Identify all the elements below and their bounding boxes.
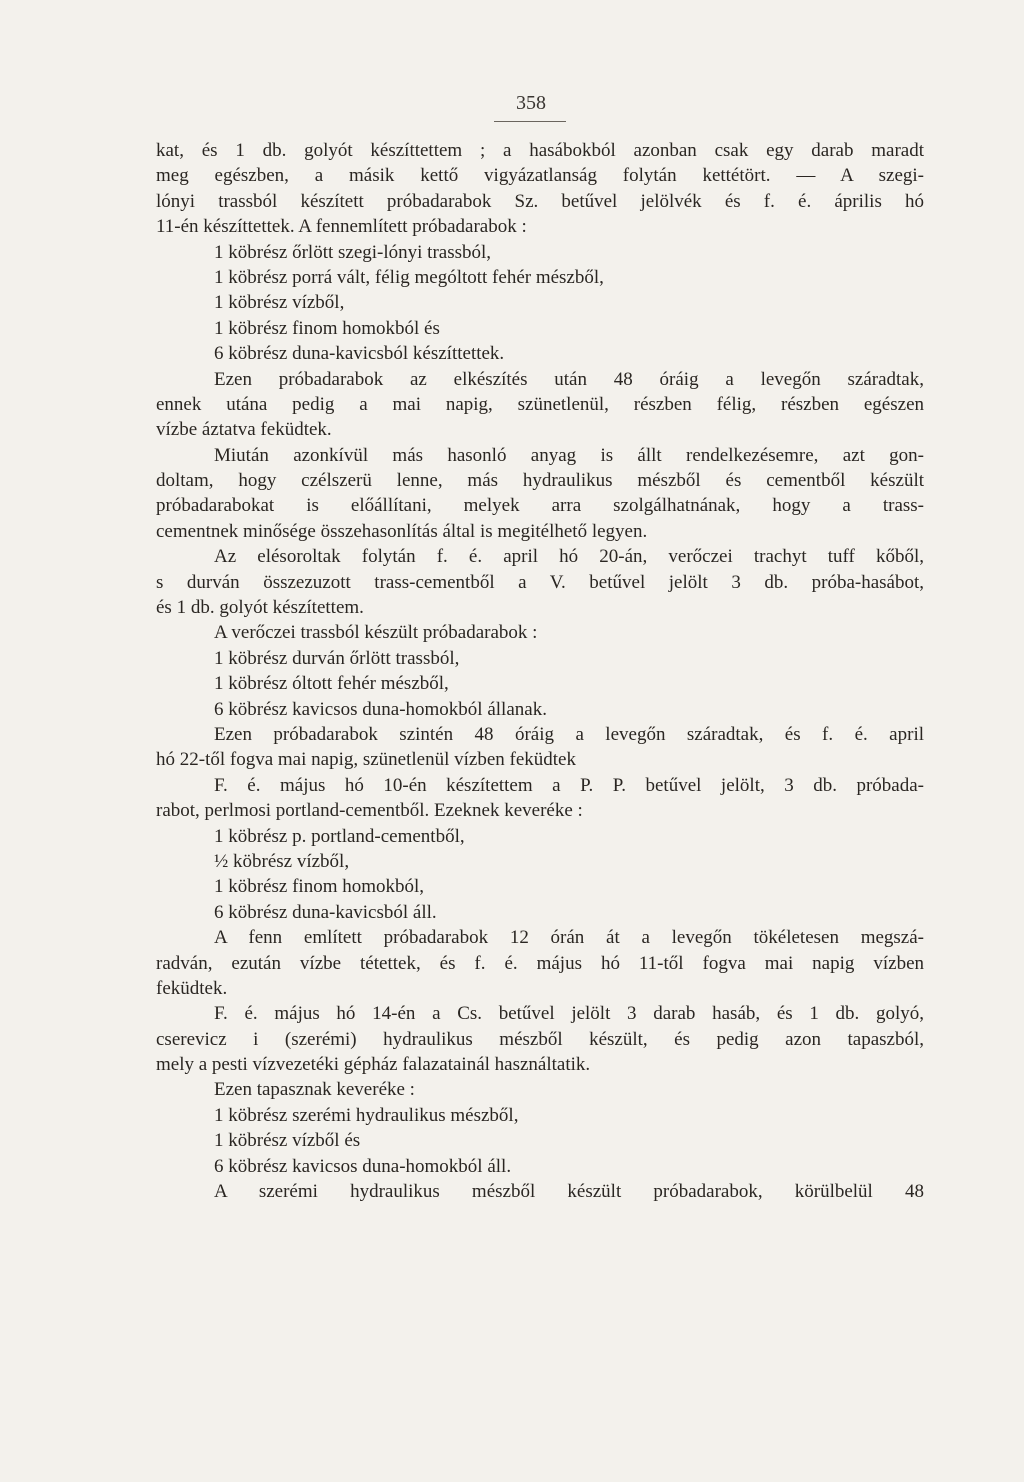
text-line: A fenn említett próbadarabok 12 órán át a levegőn tökéletesen megszá- [214, 927, 924, 949]
text-line: F. é. május hó 14-én a Cs. betűvel jelölt 3 darab hasáb, és 1 db. golyó, [214, 1003, 924, 1025]
text-line: 1 köbrész óltott fehér mészből, [214, 673, 449, 695]
text-line: 1 köbrész vízből, [214, 292, 345, 314]
text-line: 6 köbrész duna-kavicsból áll. [214, 901, 437, 923]
text-line: 1 köbrész porrá vált, félig mególtott fehér mészből, [214, 266, 604, 288]
text-line: 1 köbrész finom homokból és [214, 317, 440, 339]
text-line: 1 köbrész szerémi hydraulikus mészből, [214, 1104, 519, 1126]
text-line: mely a pesti vízvezetéki gépház falazatainál használtatik. [156, 1054, 591, 1076]
text-line: Ezen tapasznak keveréke : [214, 1079, 415, 1101]
page-number-underline [494, 121, 566, 122]
text-line: ½ köbrész vízből, [214, 850, 350, 872]
text-line: kat, és 1 db. golyót készíttettem ; a hasábokból azonban csak egy darab maradt [156, 140, 924, 161]
text-line: 1 köbrész finom homokból, [214, 876, 425, 898]
text-line: 1 köbrész durván őrlött trassból, [214, 647, 460, 669]
text-line: cementnek minősége összehasonlítás által is megitélhető legyen. [156, 520, 648, 542]
text-line: 1 köbrész p. portland-cementből, [214, 825, 465, 847]
text-line: 6 köbrész duna-kavicsból készíttettek. [214, 343, 505, 365]
text-line: hó 22-től fogva mai napig, szünetlenül vízben feküdtek [156, 749, 576, 771]
body-text [156, 138, 924, 1204]
text-line: vízbe áztatva feküdtek. [156, 419, 332, 441]
text-line: 1 köbrész őrlött szegi-lónyi trassból, [214, 241, 492, 263]
text-line: radván, ezután vízbe tétettek, és f. é. május hó 11-től fogva mai napig vízben [156, 952, 924, 974]
text-line: ennek utána pedig a mai napig, szünetlenül, részben félig, részben egészen [156, 393, 924, 415]
text-line: próbadarabokat is előállítani, melyek arra szolgálhatnának, hogy a trass- [156, 495, 924, 517]
page-number: 358 [516, 92, 546, 114]
text-line: 6 köbrész kavicsos duna-homokból áll. [214, 1155, 512, 1177]
text-line: rabot, perlmosi portland-cementből. Ezeknek keveréke : [156, 800, 583, 822]
text-line: doltam, hogy czélszerü lenne, más hydraulikus mészből és cementből készült [156, 470, 924, 492]
text-line: cserevicz i (szerémi) hydraulikus mészből készült, és pedig azon tapaszból, [156, 1028, 924, 1050]
text-line: Az elésoroltak folytán f. é. april hó 20-án, verőczei trachyt tuff kőből, [214, 546, 924, 568]
text-line: 1 köbrész vízből és [214, 1130, 361, 1152]
text-line: 6 köbrész kavicsos duna-homokból állanak. [214, 698, 547, 720]
text-line: feküdtek. [156, 977, 228, 999]
text-line: A szerémi hydraulikus mészből készült próbadarabok, körülbelül 48 [214, 1181, 924, 1203]
text-line: Ezen próbadarabok az elkészítés után 48 óráig a levegőn száradtak, [214, 368, 924, 390]
text-line: Miután azonkívül más hasonló anyag is állt rendelkezésemre, azt gon- [214, 444, 924, 466]
text-line: Ezen próbadarabok szintén 48 óráig a levegőn száradtak, és f. é. april [214, 723, 924, 745]
text-line: meg egészben, a másik kettő vigyázatlanság folytán kettétört. — A szegi- [156, 165, 924, 187]
text-line: s durván összezuzott trass-cementből a V. betűvel jelölt 3 db. próba-hasábot, [156, 571, 924, 593]
text-line: F. é. május hó 10-én készítettem a P. P. betűvel jelölt, 3 db. próbada- [214, 774, 924, 796]
text-line: és 1 db. golyót készítettem. [156, 597, 364, 619]
text-line: A verőczei trassból készült próbadarabok : [214, 622, 538, 644]
text-line: 11-én készíttettek. A fennemlített próbadarabok : [156, 216, 527, 238]
text-line: lónyi trassból készített próbadarabok Sz. betűvel jelölvék és f. é. április hó [156, 190, 924, 212]
